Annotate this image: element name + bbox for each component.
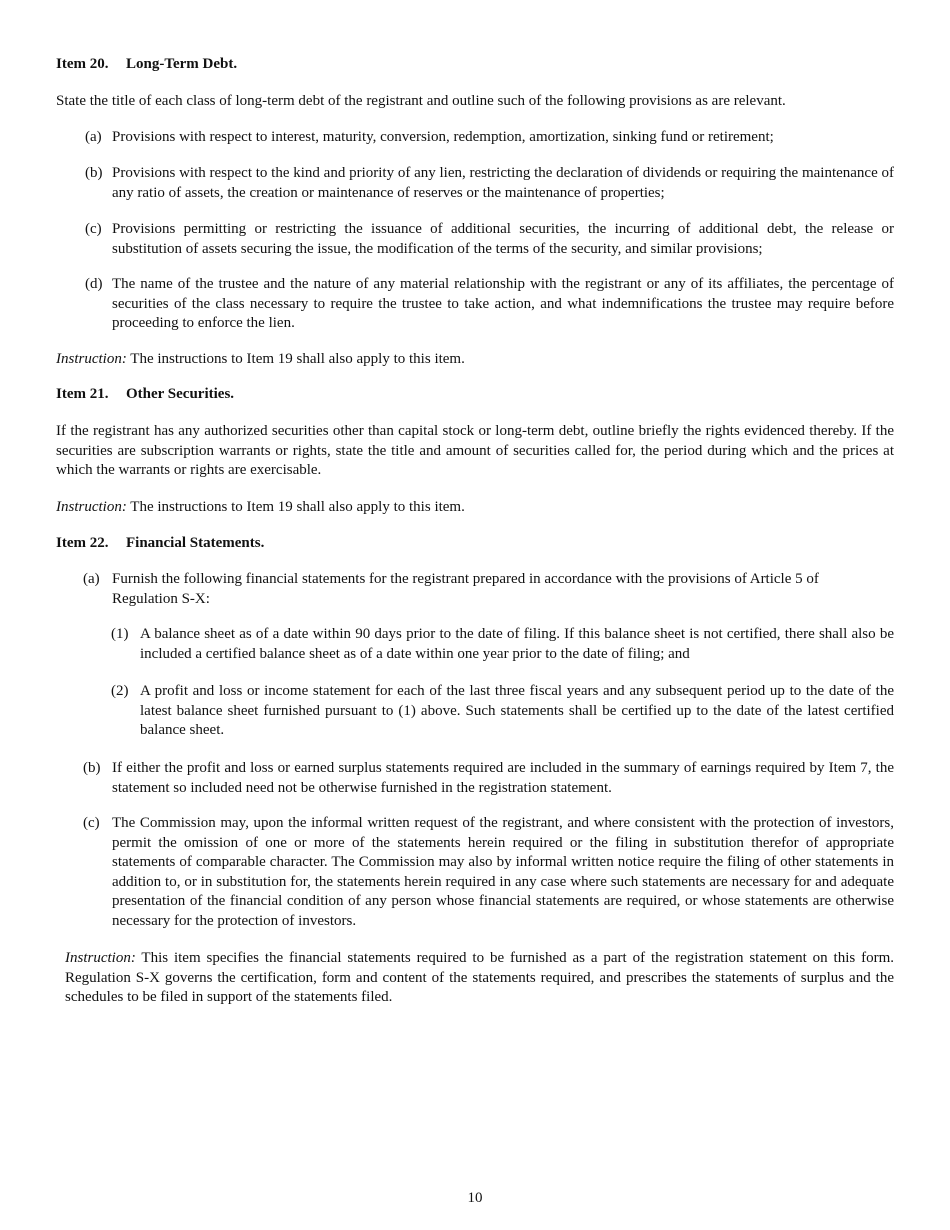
item-text: Furnish the following financial statements for the registrant prepared in accordance with the provisions of Article 5 of Regulation S-X:	[112, 571, 819, 607]
item-20-intro: State the title of each class of long-term debt of the registrant and outline such of the following provisions as are relevant.	[56, 93, 786, 109]
item-20-heading	[56, 56, 237, 73]
item-label: (a)	[83, 571, 100, 587]
item-title: Long-Term Debt.	[126, 56, 238, 72]
item-text: Provisions with respect to the kind and priority of any lien, restricting the declaration of dividends or requiring the maintenance of any ratio of assets, the creation or maintenance of reserves or the maintenance of properties;	[112, 165, 894, 201]
item-21-heading	[56, 386, 234, 403]
item-text: A balance sheet as of a date within 90 days prior to the date of filing. If this balance sheet is not certified, there shall also be included a certified balance sheet as of a date within one year prior to the date of filing; and	[140, 626, 894, 662]
item-label: (a)	[85, 129, 102, 145]
item-text: If either the profit and loss or earned surplus statements required are included in the summary of earnings required by Item 7, the statement so included need not be otherwise furnished in the registration statement.	[112, 760, 894, 796]
item-22-instruction	[65, 949, 894, 1008]
item-number: Item 22.	[56, 535, 109, 551]
item-number: Item 21.	[56, 386, 109, 402]
instruction-label: Instruction:	[56, 499, 127, 515]
item-label: (d)	[85, 276, 103, 292]
item-text: Provisions permitting or restricting the issuance of additional securities, the incurring of additional debt, the release or substitution of assets securing the issue, the modification of the terms of the security, and similar provisions;	[112, 221, 894, 257]
instruction-label: Instruction:	[65, 950, 136, 966]
item-label: (1)	[111, 626, 129, 642]
item-21-body: If the registrant has any authorized securities other than capital stock or long-term debt, outline briefly the rights evidenced thereby. If the securities are subscription warrants or rights, state the title and amount of securities called for, the period during which and the prices at which the warrants or rights are exercisable.	[56, 423, 894, 478]
item-label: (c)	[83, 815, 100, 831]
item-text: Provisions with respect to interest, maturity, conversion, redemption, amortization, sinking fund or retirement;	[112, 129, 774, 145]
item-22-heading	[56, 535, 264, 552]
instruction-label: Instruction:	[56, 351, 127, 367]
item-text: The Commission may, upon the informal written request of the registrant, and where consistent with the protection of investors, permit the omission of one or more of the statements herein required or the filing in substitution therefor of appropriate statements of comparable character. The Commission may also by informal written notice require the filing of other statements in addition to, or in substitution for, the statements herein required in any case where such statements are necessary for and adequate presentation of the financial condition of any person whose financial statements are required, or whose statements are otherwise necessary for the protection of investors.	[112, 815, 894, 929]
item-label: (b)	[83, 760, 101, 776]
item-label: (c)	[85, 221, 102, 237]
item-text: The name of the trustee and the nature of any material relationship with the registrant or any of its affiliates, the percentage of securities of the class necessary to require the trustee to take action, and what indemnifications the trustee may require before proceeding to enforce the lien.	[112, 276, 894, 331]
instruction-text: The instructions to Item 19 shall also apply to this item.	[126, 499, 465, 515]
item-20-instruction	[56, 350, 894, 370]
instruction-text: This item specifies the financial statements required to be furnished as a part of the registration statement on this form. Regulation S-X governs the certification, form and content of the statements required, and prescribes the statements of surplus and the schedules to be filed in support of the statements filed.	[65, 950, 894, 1005]
item-title: Other Securities.	[126, 386, 235, 402]
item-label: (b)	[85, 165, 103, 181]
instruction-text: The instructions to Item 19 shall also apply to this item.	[126, 351, 465, 367]
page-number: 10	[467, 1190, 483, 1206]
item-number: Item 20.	[56, 56, 109, 72]
item-label: (2)	[111, 683, 129, 699]
item-text: A profit and loss or income statement for each of the last three fiscal years and any subsequent period up to the date of the latest balance sheet furnished pursuant to (1) above. Such statements shall be certified up to the date of the latest certified balance sheet.	[140, 683, 894, 738]
item-title: Financial Statements.	[126, 535, 265, 551]
item-21-instruction	[56, 498, 894, 518]
